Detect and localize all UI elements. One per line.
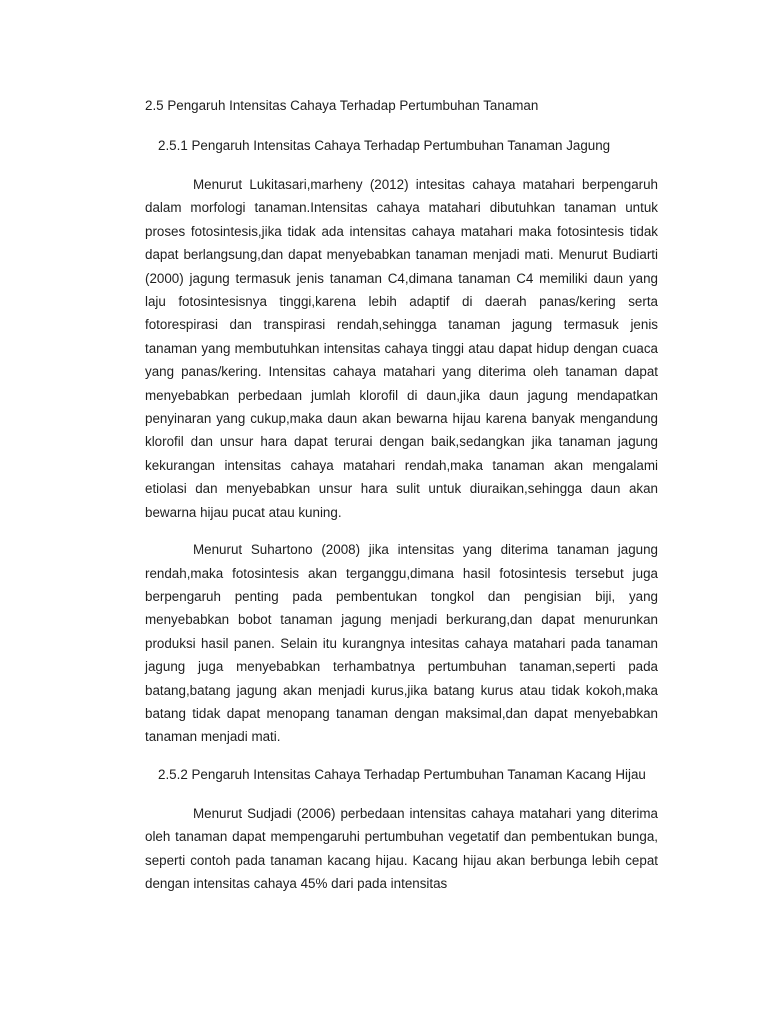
paragraph-lukitasari: Menurut Lukitasari,marheny (2012) intesitas cahaya matahari berpengaruh dalam morfologi tanaman.Intensitas cahaya matahari dibutuhkan tanaman untuk proses fotosintesis,jika tidak ada intensitas cahaya matahari maka fotosintesis tidak dapat berlangsung,dan dapat menyebabkan tanaman menjadi mati. Menurut Budiarti (2000) jagung termasuk jenis tanaman C4,dimana tanaman C4 memiliki daun yang laju fotosintesisnya tinggi,karena lebih adaptif di daerah panas/kering serta fotorespirasi dan transpirasi rendah,sehingga tanaman jagung termasuk jenis tanaman yang membutuhkan intensitas cahaya tinggi atau dapat hidup dengan cuaca yang panas/kering. Intensitas cahaya matahari yang diterima oleh tanaman dapat menyebabkan perbedaan jumlah klorofil di daun,jika daun jagung mendapatkan penyinaran yang cukup,maka daun akan bewarna hijau karena banyak mengandung klorofil dan unsur hara dapat terurai dengan baik,sedangkan jika tanaman jagung kekurangan intensitas cahaya matahari rendah,maka tanaman akan mengalami etiolasi dan menyebabkan unsur hara sulit untuk diuraikan,sehingga daun akan bewarna hijau pucat atau kuning. (145, 177, 658, 520)
paragraph-sudjadi: Menurut Sudjadi (2006) perbedaan intensitas cahaya matahari yang diterima oleh tanaman dapat mempengaruhi pertumbuhan vegetatif dan pembentukan bunga, seperti contoh pada tanaman kacang hijau. Kacang hijau akan berbunga lebih cepat dengan intensitas cahaya 45% dari pada intensitas (145, 805, 658, 891)
subsection-heading-jagung: 2.5.1 Pengaruh Intensitas Cahaya Terhadap Pertumbuhan Tanaman Jagung (158, 138, 611, 153)
page-content (145, 96, 658, 895)
paragraph-suhartono: Menurut Suhartono (2008) jika intensitas yang diterima tanaman jagung rendah,maka fotosintesis akan terganggu,dimana hasil fotosintesis tersebut juga berpengaruh penting pada pembentukan tongkol dan pengisian biji, yang menyebabkan bobot tanaman jagung menjadi berkurang,dan dapat menurunkan produksi hasil panen. Selain itu kurangnya intesitas cahaya matahari pada tanaman jagung juga menyebabkan terhambatnya pertumbuhan tanaman,seperti pada batang,batang jagung akan menjadi kurus,jika batang kurus atau tidak kokoh,maka batang tidak dapat menopang tanaman dengan maksimal,dan dapat menyebabkan tanaman menjadi mati. (145, 542, 658, 745)
section-heading: 2.5 Pengaruh Intensitas Cahaya Terhadap Pertumbuhan Tanaman (145, 98, 539, 113)
subsection-heading-kacang-hijau: 2.5.2 Pengaruh Intensitas Cahaya Terhadap Pertumbuhan Tanaman Kacang Hijau (158, 766, 646, 782)
